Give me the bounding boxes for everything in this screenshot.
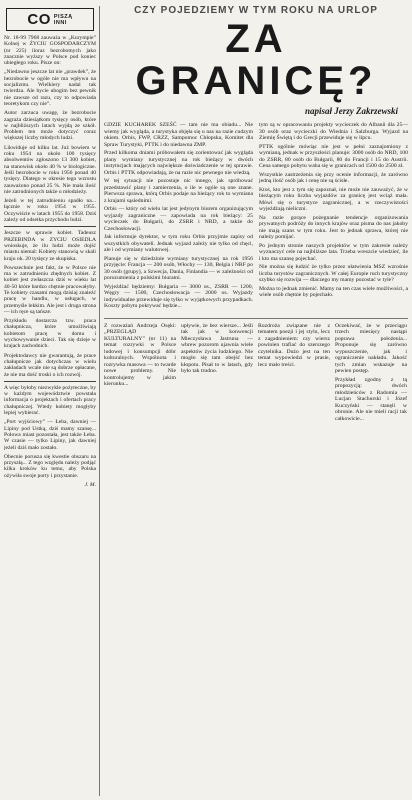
bottom-column bbox=[335, 323, 407, 425]
left-paragraph: Jeżeli w tej zatrudnieniu spadło na... łącznie w roku 1954 w 1955. Oczywiście w latach 1955 do 1958. Dziś zależy od odsetka przychodu ludzi. bbox=[4, 198, 96, 224]
article-paragraph: Planuje się w dziedzinie wymiany turystycznej na rok 1956 przyjęcie: Francja — 200 osób, Włochy — 130, Belgia i NRF po 30 osób (grupy), a Szwecja, Dania, Finlandia — w zależności od porozumienia z polskimi biurami. bbox=[104, 255, 253, 281]
left-paragraph: A więc byłoby niezwykle pożyteczne, by w każdym województwie powstała informacja o projektach i ofertach pracy chałupniczej. Wtedy kobiety mogłyby lepiej wybierać. bbox=[4, 384, 96, 417]
masthead-right bbox=[54, 14, 73, 26]
article-body bbox=[104, 122, 408, 312]
article-column-left bbox=[104, 122, 253, 312]
masthead-right-bottom: INNI bbox=[53, 19, 67, 26]
left-signature: J. M. bbox=[84, 482, 96, 488]
article-headline: ZA GRANICĘ? bbox=[135, 17, 377, 103]
article-paragraph: Na razie gorące pożegnanie tendencje organizowania prywatnych podróży do innych krajów oraz pisma do nas jakoby nie mają szans w tym roku. Jest to jednak sprawa, której nie należy pomijać. bbox=[259, 214, 408, 240]
article-paragraph: Ktoś, kto jest z tym się zapoznał, nie może nie zauważyć, że w bieżącym roku liczba wyjazdów za granicę jest wciąż mała. Mówi się o turystyce zagranicznej, a w rzeczywistości wyjeżdżają nieliczni. bbox=[259, 186, 408, 212]
article-paragraph: Po jednym stronie naszych projektów w tym zakresie należy wyznaczyć cele na najbliższe lata. Trzeba wreszcie wiedzieć, ile i kto ma szansę pojechać. bbox=[259, 242, 408, 262]
left-paragraph: Przykładu dostarcza tzw. praca chałupnicza, które umożliwiają kobietom pracę w domu i wychowywanie dzieci. Tak się dzieje w krajach zachodnich. bbox=[4, 318, 96, 350]
bottom-column bbox=[258, 323, 330, 425]
masthead-left: CO bbox=[27, 11, 51, 28]
article-paragraph: Nie można się łudzić że tylko przez ułatwienia MSZ wzrośnie liczba turystów zagranicznych. W całej Europie ruch turystyczny szybko się rozwija — dlaczego my mamy pozostać w tyle? bbox=[259, 264, 408, 283]
bottom-paragraph: Oczekiwać, że w przeciągu trzech miesięcy nastąpi poprawa położenia... Proponuje się zarówno wypuszczenie, jak i ograniczenie nakładu. Jakość tych zmian wskazuje na pewien postęp. bbox=[335, 322, 407, 374]
left-paragraph: Likwiduje od kilku lat. Już bowiem w roku 1954 na około 100 tysięcy absolwentów zgłoszono 13 300 kobiet, na stanowisk około 40 % w biologiczne. Jeśli bezrobocie w roku 1956 ponad 40 tysięcy. Dlatego w okresie tego wzrostu zauważono ponad 25 %. Nie mała ilość nie zatrudnionych także u młodzieży. bbox=[4, 144, 96, 195]
article-paragraph: GDZIE KUCHAREK SZEŚĆ — tam nie ma obiadu... Nie wiemy jak wygląda, a turystyka objęła się u nas na razie cudzym okiem. Orbis, FWP, CRZZ, Sampomoc Chłopska, Komitet dla Spraw Turystyki, PTTK i do niedawna ZMP. bbox=[104, 122, 253, 148]
article-paragraph: Można to jednak zmienić. Mamy na ten czas wiele możliwości, a wiele osób chętnie by pojechało. bbox=[259, 285, 408, 298]
main-article bbox=[104, 4, 408, 796]
article-kicker: CZY POJEDZIEMY W TYM ROKU NA URLOP bbox=[134, 5, 378, 16]
bottom-paragraph: Z rozważań Andrzeja Osęki: „PRZEGLĄD KULTURALNY” (nr 11) na temat rozrywki w Polsce ludowej i konsumpcji dóbr kulturalnych. Wspólnota i rozrywka masowa — to twarde nowe problemy. Nie kontrolujemy w jakim kierunku... bbox=[104, 322, 176, 387]
article-paragraph: Orbis — który od wielu lat jest jedynym biurem organizującym wyjazdy zagraniczne — zapowiada na rok bieżący: 25 wycieczek do Bułgarii, do ZSRR i NRD, a także do Czechosłowacji. bbox=[104, 206, 253, 232]
article-paragraph: Przed kilkoma dniami próbowałem się zorientować jak wygląda plany wymiany turystycznej na rok bieżący w dwóch instytucjach mających największe doświadczenie w tej sprawie. Orbis i PTTK odpowiadają, że na razie nic pewnego nie wiedzą. bbox=[104, 150, 253, 176]
left-paragraph: „Port wyjściowy” — Łeba, dawniej — Lipiny pod Ustką, dziś mamy szansę... Połowa miast pozostała, jest także Łeba. W czasie — tylko Lipiny, jak dawniej jeżeli dziś mało zostało. bbox=[4, 419, 96, 451]
bottom-column bbox=[181, 323, 253, 425]
left-paragraph: „Niedawno jeszcze lat nie „prawdek”, że bezrobocie w ogóle nie ma wpływu na socjalizmu. Wielkiery nadal tak twierdza. Ale bycie ubogim bez pewnik nie zawsze od razu, czy to odpowiada teoretykom czy nie”. bbox=[4, 69, 96, 107]
article-paragraph: W tej sytuacji nie pozostaje nic innego, jak spróbować przedstawić plany i zamierzenia, o ile w ogóle są one znane. Pierwsza sprawa, którą Orbis podaje na bieżący rok to wymiana z krajami sąsiednimi. bbox=[104, 178, 253, 204]
masthead-co-pisza-inni bbox=[6, 8, 94, 31]
left-paragraph: Powszechnie jest fakt, że w Polsce nie ma w zatrudnieniu zbędnych kobiet. Z kobiet jest zwłaszcza dziś w wieku lat 40-50 które bardzo chętnie pracowałyby. Te kobiety czasami mogą dzisiaj znaleźć pracę w handlu, w usługach, w przemyśle lekkim. Ale jest i druga strona — ich ręce są tańsze. bbox=[4, 264, 96, 315]
bottom-paragraph: Przykład zgodny z tą propozycją: dwóch młodzieńców z Radomia — Lucjan Stachurski i Józef Kuczyński — stanęli w obronie. Ale nie mieli racji tak całkowicie... bbox=[335, 376, 407, 422]
left-paragraph: Projektodawcy nie gwarantują, że prace chałupnicze jak dotychczas w wielu zakładach wcale nie są dobrze opłacane, że nie ma dość troski o ich rozwój. bbox=[4, 352, 96, 378]
article-paragraph: Jak informuje dyrektor, w tym roku Orbis przyjmie zapisy od wszystkich obywateli. Jednak wyjazd zależy nie tylko od chęci, ale i od wymiany walutowej. bbox=[104, 234, 253, 253]
article-paragraph: Wszystkie zastrzeżenia się przy ocenie informacji, że zarówno jedną ilość osób jak i cenę nie są ścisłe. bbox=[259, 171, 408, 184]
article-paragraph: Wyjeżdżać będziemy: Bułgaria — 3000 os., ZSRR — 1200, Węgry — 1500, Czechosłowacja — 2000 os. Wyjazdy indywidualne przewiduje się tylko w wyjątkowych przypadkach. Koszty pobytu pokrywać będzie... bbox=[104, 283, 253, 309]
left-paragraph: Nr. 18-99 7968 zauważa w „Kurympie” Kolnej w ŻYCIU GOSPODARCZYM (nr 225) iloraz bezrobotnych jako znacznie wyższy w Polsce pod koniec ubiegłego roku. Pisze on: bbox=[4, 35, 96, 67]
article-paragraph: PTTK ogólnie mówiąc nie jest w pełni zaznajomiony z wymianą, jednak w przyszłości planuje: 3000 osób do NRD, 100 do ZSRR, 80 osób do Bułgarii, 80 do Francji i 15 do Austrii. Cena samego pobytu waha się w granicach od 1500 do 2500 zł. bbox=[259, 143, 408, 169]
left-paragraph: Autor zarzuca uwagę, że bezrobocie zagraża dziesiątkom tysięcy osób, które w najbliższych latach wyjdą ze szkół. Problem ten może dotyczyć coraz większej liczby młodych ludzi. bbox=[4, 110, 96, 142]
left-paragraph: Obecnie porusza się kwestie obszaru na przyszłą... Z tego względu należy podjąć kilka kroków ku temu, aby Polska ożywiła swoje porty i przystanie. bbox=[4, 453, 96, 479]
bottom-columns bbox=[104, 318, 408, 425]
article-paragraph: tym są w opracowaniu projekty wycieczek do Albanii dla 25—30 osób oraz wycieczki do Wiednia i Salzburga. Wyjazd na Ziemię Świętą i do Grecji przewiduje się w lipcu. bbox=[259, 122, 408, 141]
masthead-right-top: PISZĄ bbox=[53, 13, 73, 20]
article-column-right bbox=[259, 122, 408, 312]
bottom-paragraph: Rozdroża związane nie z tematem poezji i jej stylu, lecz z zagadnieniem: czy wiersz powinien trafiać do szerszego czytelnika. Dużo jest na ten temat wypowiedzi w prasie, lecz mało treści. bbox=[258, 322, 330, 368]
left-column bbox=[4, 6, 100, 796]
divider bbox=[4, 226, 96, 227]
bottom-paragraph: upływie, że bez wiersze... Jeśli tak jak w konwencji Mieczysława Jastruna — wbrew pozorom ujawnia wiele aspektów życia ludzkiego. Nie mogło się tam obejść bez kłopotu. Pisał to w latach, gdy było tak trudno. bbox=[181, 322, 253, 374]
left-paragraph: Jeszcze w sprawie kobiet. Tadeusz PRZEBINDA w ZYCIU OSIEDLA wnioskuje, że ilu ludzi może dojść miastu niemal: Kobiety stanowią w skali kraju ok. 20 tysięcy ze skupiska. bbox=[4, 230, 96, 262]
divider bbox=[4, 381, 96, 382]
bottom-column bbox=[104, 323, 176, 425]
article-byline: napisał Jerzy Zakrzewski bbox=[304, 106, 398, 116]
